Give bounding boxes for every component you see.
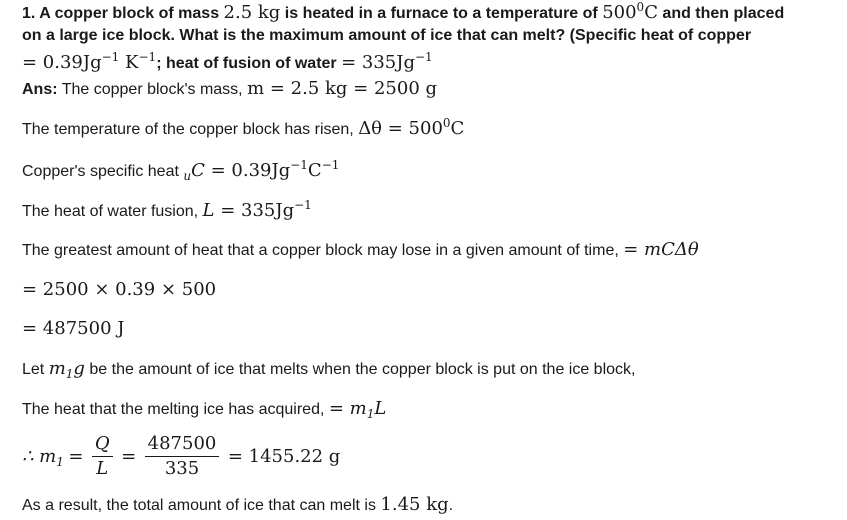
variable: g xyxy=(73,358,85,379)
question-text: and then placed xyxy=(657,5,785,22)
exponent: −1 xyxy=(138,50,157,64)
question-line-1 xyxy=(22,2,784,23)
fraction-numerator: Q xyxy=(92,432,113,457)
degree-sup: 0 xyxy=(442,116,451,130)
mass-value: 2.5 kg xyxy=(223,2,281,23)
period: . xyxy=(448,497,454,514)
exponent: −1 xyxy=(321,158,340,172)
question-line-3 xyxy=(22,52,433,73)
fraction-numerator: 487500 xyxy=(145,432,220,457)
unit: K xyxy=(119,52,139,73)
answer-mass-line xyxy=(22,78,437,99)
therefore-math: ∴ m xyxy=(22,446,57,467)
answer-text: Let xyxy=(22,361,49,378)
variable: L xyxy=(202,200,215,221)
answer-label: Ans: xyxy=(22,81,58,98)
question-line-2 xyxy=(22,27,751,45)
fraction-denominator: 335 xyxy=(164,458,200,479)
fusion-math: = 335Jg xyxy=(214,200,295,221)
exponent: −1 xyxy=(294,198,312,212)
fraction-q-over-l xyxy=(92,432,113,481)
answer-text: The heat of water fusion, xyxy=(22,203,203,220)
temperature-math: Δθ = 500 xyxy=(358,118,443,139)
final-answer: 1.45 kg xyxy=(380,494,449,515)
fraction-denominator: L xyxy=(96,458,109,479)
mass-math: m = 2.5 kg = 2500 g xyxy=(247,78,438,99)
fraction-values xyxy=(145,432,220,481)
subscript: u xyxy=(183,169,192,183)
unit: C xyxy=(307,160,322,181)
fraction-equation xyxy=(22,432,340,481)
exponent: −1 xyxy=(290,158,308,172)
answer-text: The heat that the melting ice has acquired, xyxy=(22,401,329,418)
question-text: on a large ice block. What is the maximum amount of ice that can melt? (Specific heat of copper xyxy=(22,27,752,44)
specific-heat-math: = 0.39Jg xyxy=(204,160,291,181)
answer-text: Copper's specific heat xyxy=(22,163,184,180)
temperature-value: 500 xyxy=(602,2,637,23)
variable: C xyxy=(191,160,205,181)
unit: C xyxy=(450,118,465,139)
acquired-math: = m xyxy=(328,398,367,419)
result-line xyxy=(22,494,453,515)
acquired-heat-line xyxy=(22,398,386,419)
exponent: −1 xyxy=(101,50,120,64)
temperature-unit: C xyxy=(644,2,658,23)
let-line xyxy=(22,358,635,379)
equals-sign: = xyxy=(121,446,137,467)
subscript: 1 xyxy=(366,407,375,421)
fusion-line xyxy=(22,200,312,221)
answer-text: The greatest amount of heat that a copper block may lose in a given amount of time, xyxy=(22,242,624,259)
specific-heat-value: = 0.39Jg xyxy=(22,52,102,73)
answer-text: be the amount of ice that melts when the copper block is put on the ice block, xyxy=(84,361,636,378)
degree-sup: 0 xyxy=(636,0,645,14)
answer-text: The temperature of the copper block has risen, xyxy=(22,121,359,138)
question-text: 1. A copper block of mass xyxy=(22,5,224,22)
fusion-value: = 335Jg xyxy=(341,52,415,73)
heat-math: = mCΔθ xyxy=(623,239,699,260)
calculation-line-1: = 2500 × 0.39 × 500 xyxy=(22,279,217,300)
heat-line xyxy=(22,239,699,260)
equals-sign: = xyxy=(68,446,84,467)
answer-text: As a result, the total amount of ice that can melt is xyxy=(22,497,381,514)
question-text: is heated in a furnace to a temperature of xyxy=(280,5,603,22)
question-text: ; heat of fusion of water xyxy=(156,55,342,72)
exponent: −1 xyxy=(415,50,433,64)
variable: L xyxy=(374,398,387,419)
answer-text: The copper block's mass, xyxy=(57,81,248,98)
variable: m xyxy=(48,358,66,379)
calculation-line-2: = 487500 J xyxy=(22,318,125,339)
result-math: = 1455.22 g xyxy=(227,446,341,467)
specific-heat-line xyxy=(22,160,339,181)
subscript: 1 xyxy=(56,455,64,469)
temperature-line xyxy=(22,118,464,139)
subscript: 1 xyxy=(65,367,74,381)
